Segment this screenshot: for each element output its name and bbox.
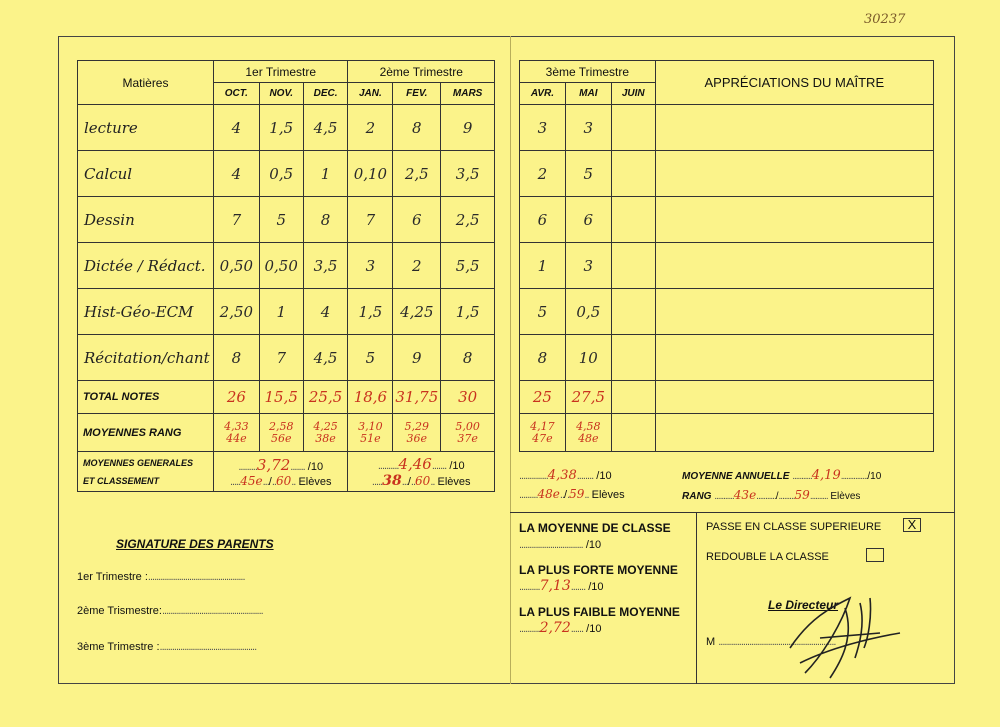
mark-cell <box>611 243 655 289</box>
right-body <box>520 105 934 381</box>
t2-eleves-label: Elèves <box>437 475 471 488</box>
redouble-label: REDOUBLE LA CLASSE <box>706 551 829 563</box>
t1-eleves: 60 <box>275 473 292 488</box>
parent-sig-label: 2ème Trismestre: <box>77 605 162 617</box>
t1-moy: 3,72 <box>256 455 291 474</box>
mark-cell: 8 <box>213 335 259 381</box>
total-cell: 18,6 <box>348 381 393 414</box>
mark-cell: 6 <box>393 197 441 243</box>
t3-eleves-label: Elèves <box>591 489 625 501</box>
plus-forte-over: /10 <box>588 581 604 593</box>
rang-value: 43e <box>733 488 757 502</box>
divider-line <box>696 512 697 684</box>
mark-cell: 2,50 <box>213 289 259 335</box>
right-subject-row <box>520 335 934 381</box>
mark-cell: 4 <box>213 151 259 197</box>
plus-faible-value: 2,72 <box>539 620 571 636</box>
moyenne-value: 2,58 <box>268 419 294 433</box>
directeur-signature <box>760 578 910 688</box>
subject-name: Récitation/chant <box>78 335 214 381</box>
mark-cell: 7 <box>348 197 393 243</box>
document-number: 30237 <box>864 12 906 27</box>
trimester-2-header: 2ème Trimestre <box>348 61 495 83</box>
mark-cell: 8 <box>303 197 348 243</box>
mark-cell: 7 <box>213 197 259 243</box>
moyenne-classe-over: /10 <box>585 539 602 551</box>
plus-forte-line: ..........7,13....... /10 <box>519 578 604 594</box>
total-cell: 25 <box>520 381 566 414</box>
mark-cell: 4 <box>303 289 348 335</box>
appreciation-cell <box>655 243 933 289</box>
subject-row <box>78 151 495 197</box>
month-header: DEC. <box>303 83 348 105</box>
subject-row <box>78 289 495 335</box>
mark-cell: 10 <box>565 335 611 381</box>
annual-label: MOYENNE ANNUELLE <box>682 471 790 482</box>
moyenne-value: 4,17 <box>530 419 555 433</box>
moyenne-rang-cell <box>213 414 259 452</box>
parents-signature-title: SIGNATURE DES PARENTS <box>116 537 274 551</box>
mark-cell: 0,5 <box>565 289 611 335</box>
mark-cell: 5 <box>348 335 393 381</box>
month-header: OCT. <box>213 83 259 105</box>
fold-line <box>510 36 511 684</box>
t2-rank: 38 <box>382 472 402 489</box>
subject-name: Calcul <box>78 151 214 197</box>
parent-sig-line-2: 2ème Trismestre:................................................. <box>77 605 263 617</box>
subject-name: Hist-Géo-ECM <box>78 289 214 335</box>
mark-cell: 0,5 <box>259 151 303 197</box>
moyenne-rang-cell <box>611 414 655 452</box>
subject-row <box>78 243 495 289</box>
trimester-3-header: 3ème Trimestre <box>520 61 656 83</box>
left-grades-table <box>77 60 495 492</box>
right-subject-row <box>520 197 934 243</box>
mark-cell <box>611 335 655 381</box>
mark-cell: 1,5 <box>259 105 303 151</box>
total-cell: 26 <box>213 381 259 414</box>
rang-value: 44e <box>226 431 247 445</box>
month-header: NOV. <box>259 83 303 105</box>
total-cell: 27,5 <box>565 381 611 414</box>
mark-cell: 6 <box>520 197 566 243</box>
mark-cell: 4 <box>213 105 259 151</box>
appreciation-cell <box>655 197 933 243</box>
rang-value: 38e <box>315 431 336 445</box>
appreciation-cell <box>655 105 933 151</box>
total-cell: 30 <box>441 381 495 414</box>
moyenne-value: 3,10 <box>358 419 383 433</box>
annual-value: 4,19 <box>811 468 841 483</box>
m-label: M <box>706 636 716 648</box>
mark-cell: 3 <box>348 243 393 289</box>
rang-label: RANG <box>682 491 712 502</box>
mark-cell <box>611 151 655 197</box>
rang-value: 36e <box>406 431 428 445</box>
moyenne-rang-cell <box>348 414 393 452</box>
t3-general: ..............4,38........ /10 .........48e../.59.. Elèves <box>519 468 625 501</box>
passe-checkbox[interactable]: X <box>903 518 921 532</box>
passe-label: PASSE EN CLASSE SUPERIEURE <box>706 521 882 533</box>
mark-cell: 2 <box>348 105 393 151</box>
mark-cell: 5 <box>520 289 566 335</box>
mark-cell: 0,50 <box>213 243 259 289</box>
mark-cell: 1 <box>520 243 566 289</box>
right-moyennes-rang-row <box>520 414 934 452</box>
mark-cell: 1 <box>259 289 303 335</box>
t3-moy: 4,38 <box>547 468 577 483</box>
appreciation-cell <box>655 151 933 197</box>
mark-cell: 3 <box>565 105 611 151</box>
subject-row <box>78 335 495 381</box>
total-row <box>78 381 495 414</box>
subject-name: Dessin <box>78 197 214 243</box>
mark-cell: 5 <box>259 197 303 243</box>
t1-general-cell: .........3,72....... /10 .....45e.../..60.. Elèves <box>213 452 348 492</box>
right-subject-row <box>520 151 934 197</box>
appreciation-cell <box>655 289 933 335</box>
t2-general-cell: ..........4,46....... /10 .....38.../..60.. Elèves <box>348 452 495 492</box>
directeur-m-line: M ......................................................... <box>706 636 836 648</box>
mark-cell: 2,5 <box>393 151 441 197</box>
mark-cell: 7 <box>259 335 303 381</box>
mark-cell: 0,10 <box>348 151 393 197</box>
mark-cell <box>611 105 655 151</box>
mark-cell: 9 <box>393 335 441 381</box>
subject-name: lecture <box>78 105 214 151</box>
right-subject-row <box>520 289 934 335</box>
mark-cell: 4,5 <box>303 105 348 151</box>
month-header: JAN. <box>348 83 393 105</box>
moyenne-classe-line: ............................... /10 <box>519 539 602 551</box>
mark-cell: 2 <box>393 243 441 289</box>
appreciation-cell <box>655 414 933 452</box>
rang-value: 51e <box>360 431 381 445</box>
moyennes-rang-row <box>78 414 495 452</box>
annual-block: MOYENNE ANNUELLE ...........4,19.............../10 RANG ...........43e.........../.........59.......... Elèves <box>682 468 882 502</box>
total-cell: 31,75 <box>393 381 441 414</box>
total-label: TOTAL NOTES <box>78 381 214 414</box>
general-label <box>78 452 214 492</box>
month-header: MARS <box>441 83 495 105</box>
mark-cell: 5,5 <box>441 243 495 289</box>
t1-over: /10 <box>307 460 324 473</box>
parent-sig-line-3: 3ème Trimestre :............................................... <box>77 641 257 653</box>
total-cell: 25,5 <box>303 381 348 414</box>
moyenne-rang-cell <box>520 414 566 452</box>
moyennes-rang-label: MOYENNES RANG <box>78 414 214 452</box>
right-grades-table <box>519 60 934 452</box>
t1-rank: 45e <box>240 473 263 488</box>
rang-value: 37e <box>457 431 478 445</box>
moyenne-value: 5,29 <box>404 419 430 433</box>
mark-cell: 4,25 <box>393 289 441 335</box>
rang-eleves-label: Elèves <box>830 491 861 502</box>
moyenne-value: 4,58 <box>576 419 601 433</box>
mark-cell: 2 <box>520 151 566 197</box>
mark-cell: 3,5 <box>303 243 348 289</box>
mark-cell: 1 <box>303 151 348 197</box>
moyenne-value: 5,00 <box>455 419 480 433</box>
mark-cell: 5 <box>565 151 611 197</box>
t3-over: /10 <box>596 470 612 482</box>
appreciations-header: APPRÉCIATIONS DU MAÎTRE <box>655 61 933 105</box>
mark-cell: 9 <box>441 105 495 151</box>
t2-moy: 4,46 <box>398 454 432 473</box>
t1-eleves-label: Elèves <box>298 475 332 488</box>
trimester-1-header: 1er Trimestre <box>213 61 348 83</box>
subject-row <box>78 197 495 243</box>
t3-rank: 48e <box>537 487 560 501</box>
month-header: MAI <box>565 83 611 105</box>
moyenne-value: 4,33 <box>224 419 249 433</box>
subject-row <box>78 105 495 151</box>
mark-cell <box>611 197 655 243</box>
mark-cell: 3 <box>520 105 566 151</box>
subject-header: Matières <box>78 61 214 105</box>
parent-sig-label: 3ème Trimestre : <box>77 641 160 653</box>
mark-cell: 4,5 <box>303 335 348 381</box>
moyenne-rang-cell <box>441 414 495 452</box>
moyenne-value: 4,25 <box>313 419 338 433</box>
moyenne-rang-cell <box>259 414 303 452</box>
rang-value: 47e <box>532 431 553 445</box>
moyenne-rang-cell <box>393 414 441 452</box>
appreciation-cell <box>655 335 933 381</box>
month-header: AVR. <box>520 83 566 105</box>
subject-name: Dictée / Rédact. <box>78 243 214 289</box>
rang-value: 56e <box>270 431 292 445</box>
general-row <box>78 452 495 492</box>
right-subject-row <box>520 105 934 151</box>
mark-cell: 3 <box>565 243 611 289</box>
month-header: FEV. <box>393 83 441 105</box>
t2-eleves: 60 <box>415 473 431 488</box>
moyenne-classe-label: LA MOYENNE DE CLASSE <box>519 521 671 535</box>
plus-faible-line: ..........2,72...... /10 <box>519 620 602 636</box>
directeur-label: Le Directeur <box>768 598 839 612</box>
general-label-line-2: ET CLASSEMENT <box>83 475 160 486</box>
rang-eleves: 59 <box>794 488 810 502</box>
redouble-checkbox[interactable] <box>866 548 884 562</box>
moyenne-rang-cell <box>303 414 348 452</box>
mark-cell: 8 <box>393 105 441 151</box>
month-header: JUIN <box>611 83 655 105</box>
mark-cell: 1,5 <box>348 289 393 335</box>
total-cell: 15,5 <box>259 381 303 414</box>
plus-forte-value: 7,13 <box>539 578 571 594</box>
mark-cell: 6 <box>565 197 611 243</box>
right-total-row <box>520 381 934 414</box>
annual-over: /10 <box>867 471 882 482</box>
mark-cell: 2,5 <box>441 197 495 243</box>
mark-cell: 1,5 <box>441 289 495 335</box>
general-label-line-1: MOYENNES GENERALES <box>83 457 194 468</box>
parent-sig-line-1: 1er Trimestre :............................................... <box>77 571 245 583</box>
plus-faible-over: /10 <box>586 623 602 635</box>
rang-value: 48e <box>578 431 599 445</box>
t3-eleves: 59 <box>569 487 585 501</box>
t2-over: /10 <box>449 459 465 472</box>
mark-cell: 8 <box>520 335 566 381</box>
mark-cell: 8 <box>441 335 495 381</box>
parent-sig-label: 1er Trimestre : <box>77 571 148 583</box>
mark-cell: 0,50 <box>259 243 303 289</box>
mark-cell: 3,5 <box>441 151 495 197</box>
plus-faible-label: LA PLUS FAIBLE MOYENNE <box>519 605 680 619</box>
divider-line <box>510 512 955 513</box>
mark-cell <box>611 289 655 335</box>
left-body <box>78 105 495 381</box>
plus-forte-label: LA PLUS FORTE MOYENNE <box>519 563 678 577</box>
moyenne-rang-cell <box>565 414 611 452</box>
right-subject-row <box>520 243 934 289</box>
